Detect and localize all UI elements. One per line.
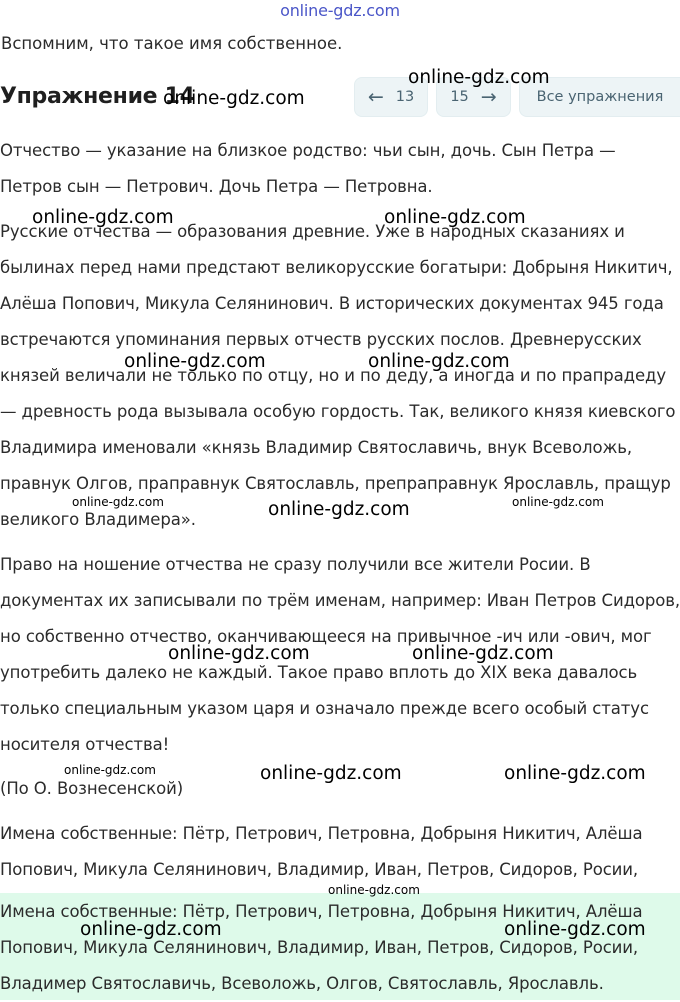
prev-exercise-button[interactable] — [354, 77, 428, 117]
paragraph-3: Право на ношение отчества не сразу получили все жители Росии. В документах их записывали по трём именам, например: Иван Петров Сидоров, но собственно отчество, оканчивающееся на привычное -ич или -ович, мог употребить далеко не каждый. Такое право вплоть до XIX века давалось только специальным указом царя и означало прежде всего особый статус носителя отчества! — [0, 555, 680, 754]
watermark: online-gdz.com — [268, 499, 410, 520]
watermark: online-gdz.com — [368, 351, 510, 372]
prev-exercise-number: 13 — [395, 89, 415, 105]
answer-box — [0, 893, 680, 1000]
answer-text: Имена собственные: Пётр, Петрович, Петровна, Добрыня Никитич, Алёша Попович, Микула Селянинович, Владимир, Иван, Петров, Сидоров, Росии, Владимер Святославичь, Всеволожь, Олгов, Святославль, Ярославль. — [0, 902, 643, 993]
watermark: online-gdz.com — [168, 643, 310, 664]
author-credit: (По О. Вознесенской) — [0, 779, 184, 798]
paragraph-4: Имена собственные: Пётр, Петрович, Петровна, Добрыня Никитич, Алёша Попович, Микула Селянинович, Владимир, Иван, Петров, Сидоров, Росии, — [0, 824, 643, 879]
watermark: online-gdz.com — [512, 495, 604, 509]
paragraph-1: Отчество — указание на близкое родство: чьи сын, дочь. Сын Петра — Петров сын — Петрович. Дочь Петра — Петровна. — [0, 141, 616, 196]
watermark: online-gdz.com — [124, 351, 266, 372]
watermark: online-gdz.com — [504, 763, 646, 784]
next-exercise-button[interactable] — [436, 77, 511, 117]
site-logo[interactable]: online-gdz.com — [280, 1, 400, 20]
watermark: online-gdz.com — [72, 495, 164, 509]
exercise-title: Упражнение 14 — [0, 84, 195, 109]
arrow-left-icon: ← — [367, 85, 384, 108]
intro-text: Вспомним, что такое имя собственное. — [1, 34, 343, 53]
arrow-right-icon: → — [480, 85, 497, 108]
watermark: online-gdz.com — [504, 919, 646, 940]
all-exercises-label: Все упражнения — [536, 89, 664, 105]
watermark: online-gdz.com — [80, 919, 222, 940]
watermark: online-gdz.com — [163, 88, 305, 109]
watermark: online-gdz.com — [412, 643, 554, 664]
watermark: online-gdz.com — [328, 883, 420, 897]
watermark: online-gdz.com — [32, 207, 174, 228]
watermark: online-gdz.com — [408, 67, 550, 88]
watermark: online-gdz.com — [384, 207, 526, 228]
next-exercise-number: 15 — [450, 89, 469, 105]
paragraph-2: Русские отчества — образования древние. Уже в народных сказаниях и былинах перед нами предстают великорусские богатыри: Добрыня Никитич, Алёша Попович, Микула Селянинович. В исторических документах 945 года встречаются упоминания первых отчеств русских послов. Древнерусских князей величали не только по отцу, но и по деду, а иногда и по прапрадеду — древность рода вызывала особую гордость. Так, великого князя киевского Владимира именовали «князь Владимир Святославичь, внук Всеволожь, правнук Олгов, праправнук Святославль, препраправнук Ярославль, пращур великого Владимера». — [0, 222, 676, 529]
all-exercises-button[interactable] — [519, 77, 680, 117]
watermark: online-gdz.com — [260, 763, 402, 784]
watermark: online-gdz.com — [64, 763, 156, 777]
